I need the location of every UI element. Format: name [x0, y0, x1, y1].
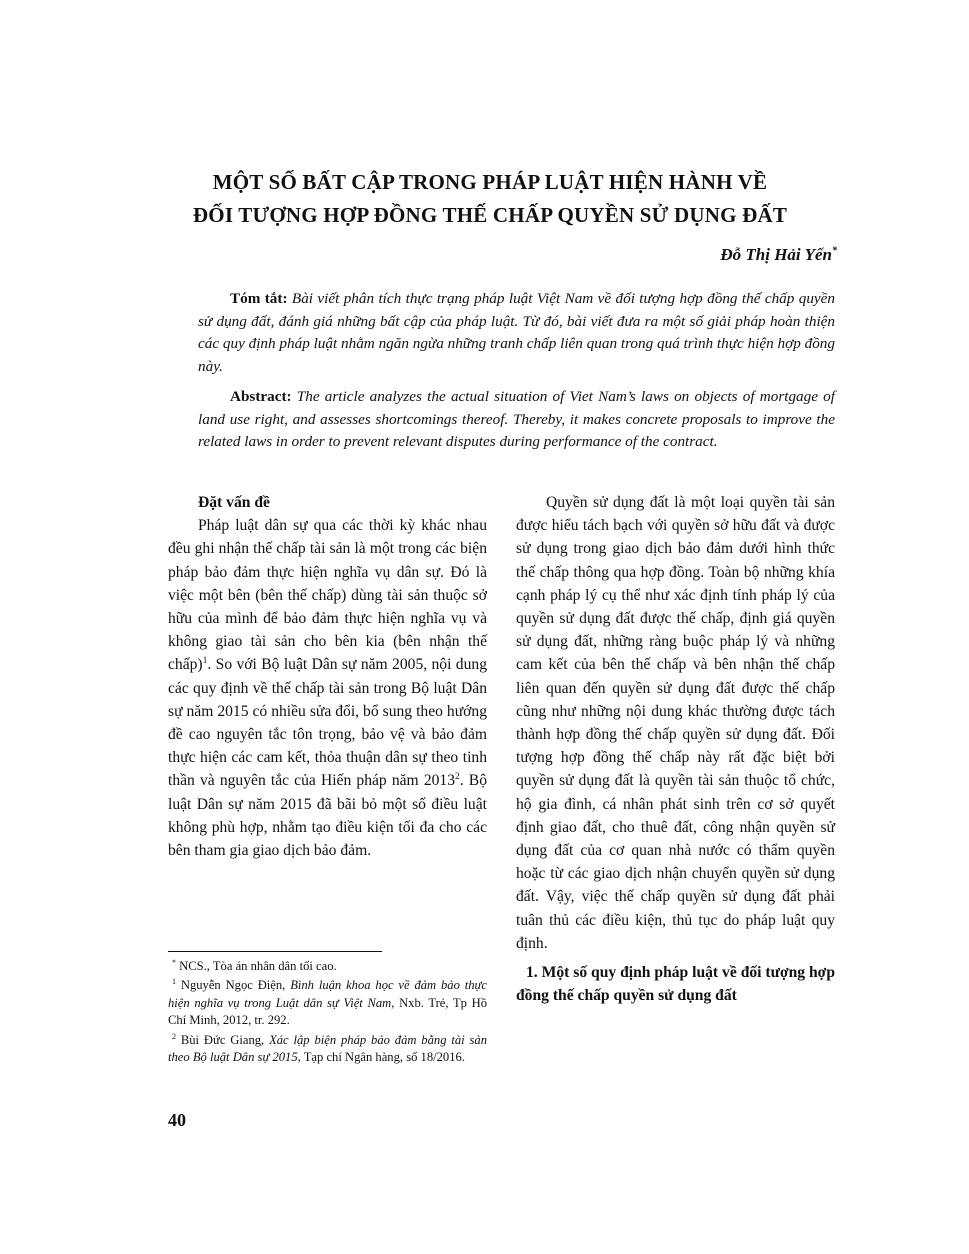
- right-column: [516, 491, 835, 1007]
- footnotes: [168, 958, 487, 1068]
- intro-text-c: . Bộ luật Dân sự năm 2015 đã bãi bỏ một số điều luật không phù hợp, nhằm tạo điều kiện tối đa cho các bên tham gia giao dịch bảo đảm.: [168, 772, 487, 860]
- intro-text-a: Pháp luật dân sự qua các thời kỳ khác nhau đều ghi nhận thế chấp tài sản là một trong các biện pháp bảo đảm thực hiện nghĩa vụ dân sự. Đó là việc một bên (bên thế chấp) dùng tài sản thuộc sở hữu của mình để bảo đảm thực hiện nghĩa vụ và không giao tài sản cho bên kia (bên nhận thế chấp): [168, 517, 487, 674]
- abstract-en-text: The article analyzes the actual situation of Viet Nam’s laws on objects of mortgage of land use right, and assesses shortcomings thereof. Thereby, it makes concrete proposals to improve the related laws in order to prevent relevant disputes during performance of the contract.: [198, 388, 835, 450]
- footnote-2: [168, 1032, 487, 1067]
- footnote-star-mark: *: [172, 957, 176, 967]
- title-line-2: ĐỐI TƯỢNG HỢP ĐỒNG THẾ CHẤP QUYỀN SỬ DỤNG ĐẤT: [192, 203, 788, 227]
- footnote-1-mark: 1: [172, 977, 176, 987]
- footnote-1-title: Bình luận khoa học về đảm bảo thực hiện nghĩa vụ trong Luật dân sự Việt Nam: [168, 978, 487, 1010]
- footnote-ref-2: 2: [455, 772, 460, 783]
- title-line-1: MỘT SỐ BẤT CẬP TRONG PHÁP LUẬT HIỆN HÀNH VỀ: [212, 170, 768, 194]
- section-heading-intro: Đặt vấn đề: [198, 494, 270, 511]
- footnote-2-author: Bùi Đức Giang,: [176, 1032, 270, 1047]
- footnote-1: [168, 977, 487, 1029]
- author-footnote-mark: *: [832, 245, 837, 257]
- footnote-1-author: Nguyễn Ngọc Điện,: [176, 978, 291, 993]
- author-name: [720, 245, 837, 265]
- footnote-2-rest: , Tạp chí Ngân hàng, số 18/2016.: [297, 1050, 465, 1065]
- abstract-vi-label: Tóm tắt:: [230, 290, 288, 307]
- intro-paragraph: [168, 514, 487, 862]
- abstract-en-label: Abstract:: [230, 388, 292, 405]
- abstract-english: [198, 386, 835, 454]
- abstract-vietnamese: [198, 288, 835, 378]
- right-paragraph: Quyền sử dụng đất là một loại quyền tài sản được hiểu tách bạch với quyền sở hữu đất và được sử dụng trong giao dịch bảo đảm dưới hình thức thế chấp thông qua hợp đồng. Toàn bộ những khía cạnh pháp lý cụ thể như xác định tính pháp lý của quyền sử dụng đất được thế chấp, định giá quyền sử dụng đất, những ràng buộc pháp lý và những cam kết của bên thế chấp và bên nhận thế chấp liên quan đến quyền sử dụng đất được thế chấp cũng như những nội dung khác thường được tách thành hợp đồng thế chấp quyền sử dụng đất. Đối tượng hợp đồng thế chấp này rất đặc biệt bởi quyền sử dụng đất là quyền tài sản thuộc tổ chức, hộ gia đình, cá nhân phát sinh trên cơ sở quyết định giao đất, cho thuê đất, công nhận quyền sử dụng đất của cơ quan nhà nước có thẩm quyền hoặc từ các giao dịch nhận chuyển quyền sử dụng đất. Vậy, việc thế chấp quyền sử dụng đất phải tuân thủ các điều kiện, thủ tục do pháp luật quy định.: [516, 494, 835, 952]
- left-column: [168, 491, 487, 862]
- page-number: 40: [168, 1110, 186, 1130]
- footnote-ref-1: 1: [202, 656, 208, 667]
- intro-text-b: . So với Bộ luật Dân sự năm 2005, nội dung các quy định về thế chấp tài sản trong Bộ luật Dân sự năm 2015 có nhiều sửa đổi, bổ sung theo hướng đề cao nguyên tắc tôn trọng, bảo vệ và bảo đảm thực hiện các cam kết, thỏa thuận dân sự theo tinh thần và nguyên tắc của Hiến pháp năm 2013: [168, 656, 487, 790]
- footnote-1-rest: , Nxb. Trẻ, Tp Hồ Chí Minh, 2012, tr. 292.: [168, 995, 487, 1028]
- section-heading-1: 1. Một số quy định pháp luật về đối tượng hợp đồng thế chấp quyền sử dụng đất: [516, 964, 835, 1005]
- footnote-star: [168, 958, 487, 975]
- footnote-2-mark: 2: [172, 1031, 176, 1041]
- author-name-text: Đỗ Thị Hải Yến: [720, 245, 832, 264]
- footnote-2-title: Xác lập biện pháp bảo đảm bằng tài sản theo Bộ luật Dân sự 2015: [168, 1032, 487, 1065]
- footnote-star-text: NCS., Tòa án nhân dân tối cao.: [176, 959, 337, 973]
- footnote-separator: [168, 951, 382, 952]
- article-title: [140, 166, 840, 232]
- abstract-vi-text: Bài viết phân tích thực trạng pháp luật Việt Nam về đối tượng hợp đồng thế chấp quyền sử dụng đất, đánh giá những bất cập của pháp luật. Từ đó, bài viết đưa ra một số giải pháp hoàn thiện các quy định pháp luật nhằm ngăn ngừa những tranh chấp liên quan trong quá trình thực hiện hợp đồng này.: [198, 290, 836, 375]
